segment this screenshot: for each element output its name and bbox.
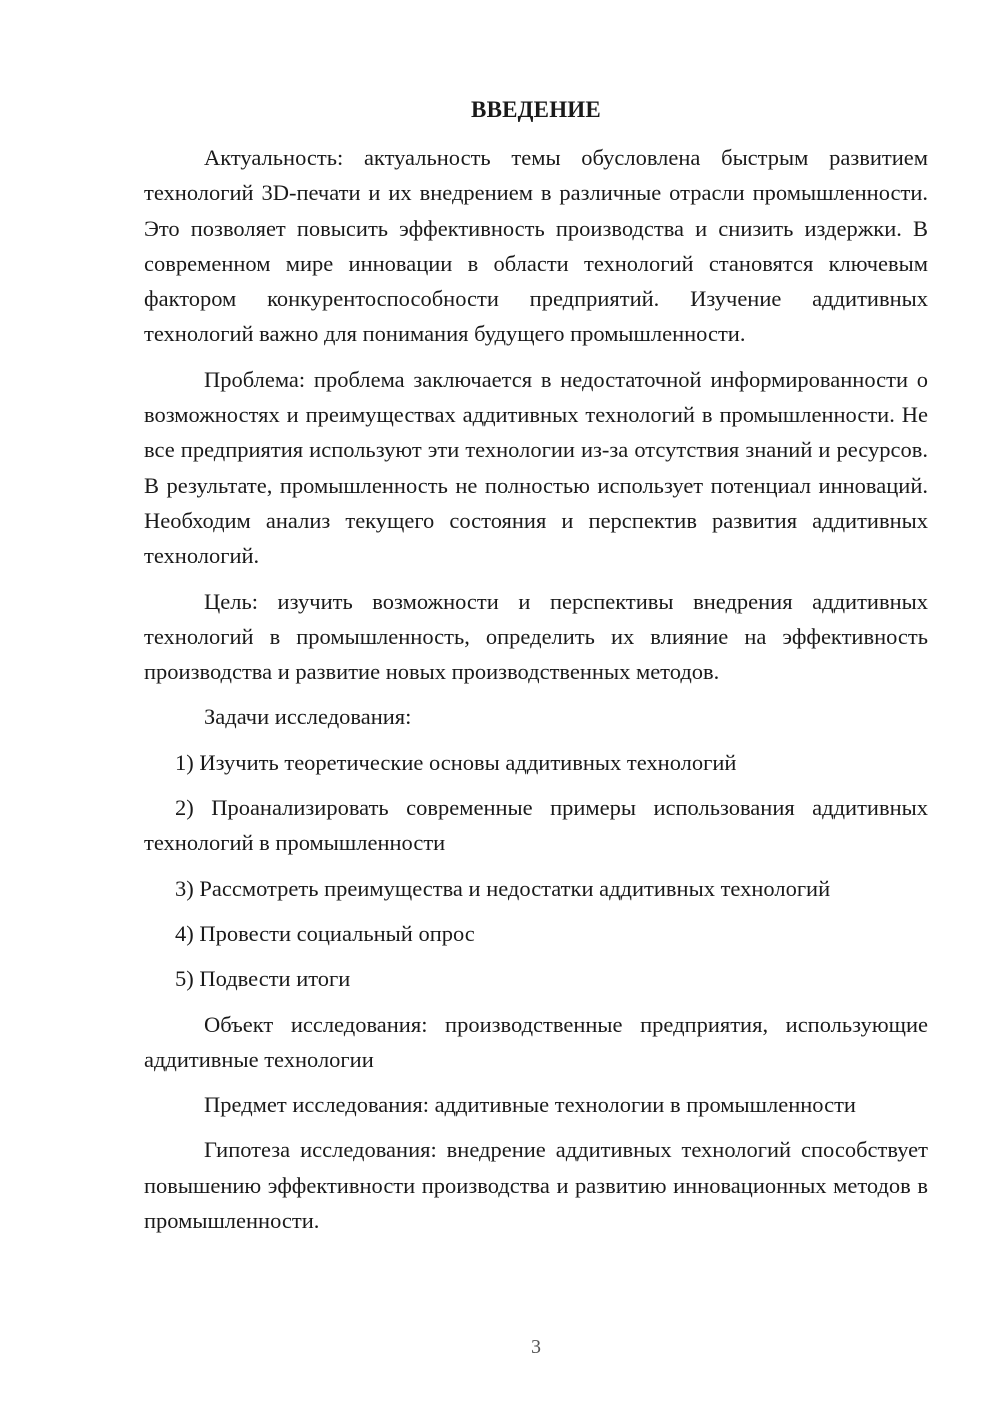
- hypothesis-paragraph: Гипотеза исследования: внедрение аддитивных технологий способствует повышению эффективности производства и развитию инновационных методов в промышленности.: [144, 1137, 928, 1234]
- object-paragraph: Объект исследования: производственные предприятия, использующие аддитивные технологии: [144, 1011, 928, 1072]
- task-item: 5) Подвести итоги: [175, 966, 351, 992]
- page-content: [144, 94, 928, 1248]
- task-item: 1) Изучить теоретические основы аддитивных технологий: [175, 749, 737, 775]
- task-item: 2) Проанализировать современные примеры использования аддитивных технологий в промышленности: [144, 795, 928, 856]
- problem-paragraph: Проблема: проблема заключается в недостаточной информированности о возможностях и преимуществах аддитивных технологий в промышленности. Не все предприятия используют эти технологии из-за отсутствия знаний и ресурсов. В результате, промышленность не полностью использует потенциал инноваций. Необходим анализ текущего состояния и перспектив развития аддитивных технологий.: [144, 366, 928, 569]
- task-item: 3) Рассмотреть преимущества и недостатки аддитивных технологий: [175, 875, 831, 901]
- subject-paragraph: Предмет исследования: аддитивные технологии в промышленности: [204, 1092, 856, 1118]
- tasks-heading: Задачи исследования:: [204, 704, 412, 730]
- goal-paragraph: Цель: изучить возможности и перспективы внедрения аддитивных технологий в промышленность, определить их влияние на эффективность производства и развитие новых производственных методов.: [144, 588, 928, 685]
- section-title: ВВЕДЕНИЕ: [471, 97, 601, 122]
- page-number: 3: [531, 1336, 541, 1358]
- task-item: 4) Провести социальный опрос: [175, 920, 475, 946]
- relevance-paragraph: Актуальность: актуальность темы обусловлена быстрым развитием технологий 3D-печати и их внедрением в различные отрасли промышленности. Это позволяет повысить эффективность производства и снизить издержки. В современном мире инновации в области технологий становятся ключевым фактором конкурентоспособности предприятий. Изучение аддитивных технологий важно для понимания будущего промышленности.: [144, 145, 928, 347]
